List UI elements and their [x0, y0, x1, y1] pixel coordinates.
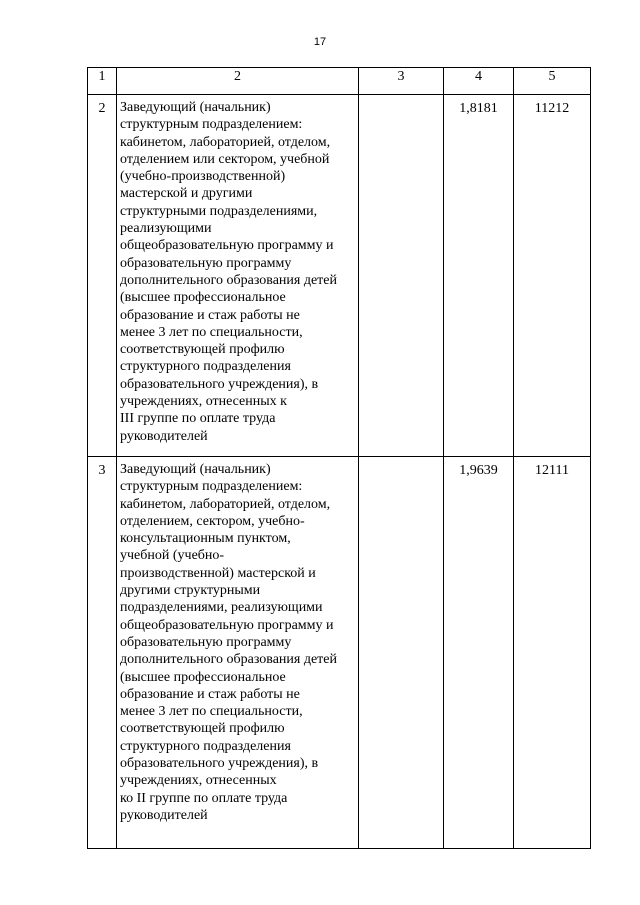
salary-value: 11212 — [514, 95, 591, 457]
description-line: консультационным пунктом, — [120, 531, 291, 547]
description-line: учреждениях, отнесенных к — [120, 394, 287, 410]
description-line: структурными подразделениями, — [120, 203, 318, 219]
description-line: структурного подразделения — [120, 738, 291, 754]
row-number: 2 — [88, 95, 117, 457]
col3-value — [359, 95, 444, 457]
description-line: отделением или сектором, учебной — [120, 151, 330, 167]
description-line: соответствующей профилю — [120, 342, 285, 358]
description-line: мастерской и другими — [120, 186, 253, 202]
description-line: другими структурными — [120, 583, 261, 599]
table-header-row — [88, 68, 591, 95]
description-line: производственной) мастерской и — [120, 565, 316, 581]
description-line: учреждениях, отнесенных — [120, 773, 277, 789]
description-line: кабинетом, лабораторией, отделом, — [120, 496, 331, 512]
description-line: структурного подразделения — [120, 359, 291, 375]
description-line: дополнительного образования детей — [120, 272, 337, 288]
header-col-1: 1 — [88, 68, 117, 95]
description-line: подразделениями, реализующими — [120, 600, 323, 616]
description-line: общеобразовательную программу и — [120, 238, 334, 254]
header-col-3: 3 — [359, 68, 444, 95]
description-line: III группе по оплате труда — [120, 411, 276, 427]
description-line: (высшее профессиональное — [120, 669, 286, 685]
description-line: структурным подразделением: — [120, 117, 303, 133]
header-col-2: 2 — [117, 68, 359, 95]
description-line: реализующими — [120, 221, 212, 237]
description-line: (высшее профессиональное — [120, 290, 286, 306]
description-line: отделением, сектором, учебно- — [120, 513, 305, 529]
description-line: (учебно-производственной) — [120, 169, 286, 185]
description-line: ко II группе по оплате труда — [120, 790, 288, 806]
salary-value: 12111 — [514, 457, 591, 849]
description-line: образовательного учреждения), в — [120, 756, 319, 772]
table-row — [88, 95, 591, 457]
description-line: руководителей — [120, 428, 208, 444]
description-line: образование и стаж работы не — [120, 686, 300, 702]
header-col-4: 4 — [444, 68, 514, 95]
position-salary-table — [87, 67, 591, 849]
description-line: образование и стаж работы не — [120, 307, 300, 323]
col3-value — [359, 457, 444, 849]
description-line: общеобразовательную программу и — [120, 617, 334, 633]
page-number: 17 — [313, 36, 327, 48]
description-line: кабинетом, лабораторией, отделом, — [120, 134, 331, 150]
description-line: менее 3 лет по специальности, — [120, 704, 303, 720]
description-line: Заведующий (начальник) — [120, 462, 271, 477]
description-line: дополнительного образования детей — [120, 652, 337, 668]
description-line: образовательную программу — [120, 255, 292, 271]
description-line: Заведующий (начальник) — [120, 100, 271, 115]
header-col-5: 5 — [514, 68, 591, 95]
description-line: образовательную программу — [120, 634, 292, 650]
coefficient-value: 1,9639 — [444, 457, 514, 849]
description-line: менее 3 лет по специальности, — [120, 324, 303, 340]
description-line: учебной (учебно- — [120, 548, 225, 564]
description-line: руководителей — [120, 807, 208, 823]
position-description — [117, 457, 359, 849]
coefficient-value: 1,8181 — [444, 95, 514, 457]
description-line: образовательного учреждения), в — [120, 376, 319, 392]
description-line: соответствующей профилю — [120, 721, 285, 737]
description-line: структурным подразделением: — [120, 479, 303, 495]
row-number: 3 — [88, 457, 117, 849]
table-row — [88, 457, 591, 849]
position-description — [117, 95, 359, 457]
